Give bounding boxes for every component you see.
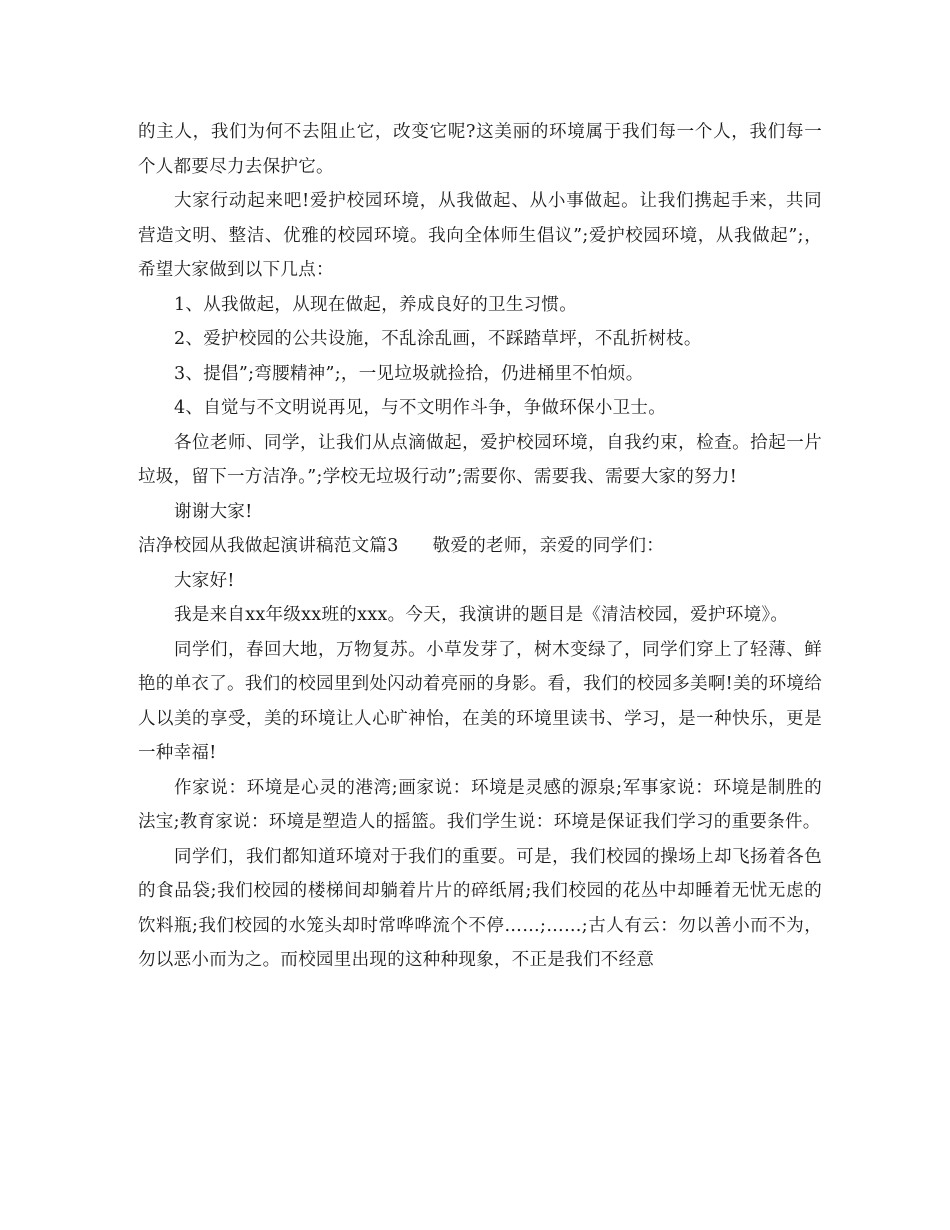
paragraph-2: 大家行动起来吧!爱护校园环境，从我做起、从小事做起。让我们携起手来，共同营造文明、整洁、优雅的校园环境。我向全体师生倡议”;爱护校园环境，从我做起”;，希望大家做到以下几点： (138, 191, 822, 280)
paragraph-1: 的主人，我们为何不去阻止它，改变它呢?这美丽的环境属于我们每一个人，我们每一个人都要尽力去保护它。 (138, 122, 822, 177)
thanks-line: 谢谢大家! (174, 501, 253, 522)
quotes-paragraph: 作家说：环境是心灵的港湾;画家说：环境是灵感的源泉;军事家说：环境是制胜的法宝;教育家说：环境是塑造人的摇篮。我们学生说：环境是保证我们学习的重要条件。 (138, 777, 822, 832)
paragraph-closing: 各位老师、同学，让我们从点滴做起，爱护校园环境，自我约束，检查。拾起一片垃圾，留下一方洁净。”;学校无垃圾行动”;需要你、需要我、需要大家的努力! (138, 432, 822, 487)
list-item-1: 1、从我做起，从现在做起，养成良好的卫生习惯。 (174, 294, 578, 315)
salutation: 敬爱的老师，亲爱的同学们： (432, 536, 665, 556)
document-body (138, 115, 822, 978)
problems-paragraph: 同学们，我们都知道环境对于我们的重要。可是，我们校园的操场上却飞扬着各色的食品袋;我们校园的楼梯间却躺着片片的碎纸屑;我们校园的花丛中却睡着无忧无虑的饮料瓶;我们校园的水笼头却时常哗哗流个不停……;……;古人有云：勿以善小而不为，勿以恶小而为之。而校园里出现的这种种现象，不正是我们不经意 (138, 846, 822, 970)
spring-paragraph: 同学们，春回大地，万物复苏。小草发芽了，树木变绿了，同学们穿上了轻薄、鲜艳的单衣了。我们的校园里到处闪动着亮丽的身影。看，我们的校园多美啊!美的环境给人以美的享受，美的环境让人心旷神怡，在美的环境里读书、学习，是一种快乐，更是一种幸福! (138, 639, 822, 763)
list-item-2: 2、爱护校园的公共设施，不乱涂乱画，不踩踏草坪，不乱折树枝。 (174, 329, 702, 349)
section-title: 洁净校园从我做起演讲稿范文篇3 (138, 536, 399, 556)
list-item-3: 3、提倡”;弯腰精神”;，一见垃圾就捡拾，仍进桶里不怕烦。 (174, 363, 644, 384)
section-title-line (138, 529, 822, 564)
list-item-4: 4、自觉与不文明说再见，与不文明作斗争，争做环保小卫士。 (174, 398, 667, 418)
greeting-line: 大家好! (174, 570, 235, 591)
intro-paragraph: 我是来自xx年级xx班的xxx。今天，我演讲的题目是《清洁校园，爱护环境》。 (174, 605, 789, 625)
